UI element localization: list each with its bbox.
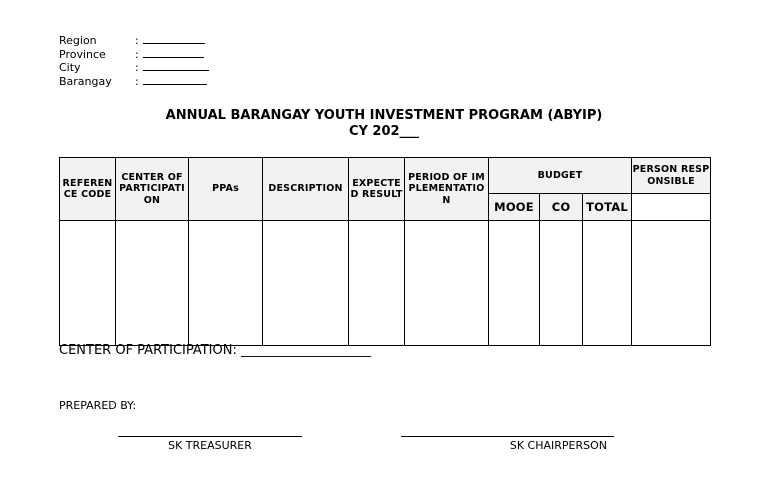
header-reference-code: REFERENCE CODE xyxy=(60,158,116,221)
description-cell[interactable] xyxy=(263,221,349,346)
ppas-cell[interactable] xyxy=(189,221,263,346)
header-ppas: PPAs xyxy=(189,158,263,221)
abyip-table xyxy=(59,157,711,346)
sk-treasurer-label: SK TREASURER xyxy=(168,439,252,452)
prepared-by-label: PREPARED BY: xyxy=(59,399,137,412)
province-field xyxy=(59,48,209,62)
region-label: Region xyxy=(59,34,97,47)
expected-result-cell[interactable] xyxy=(349,221,405,346)
header-co: CO xyxy=(540,194,583,221)
header-person-responsible-blank xyxy=(632,194,711,221)
sk-treasurer-signature xyxy=(118,436,302,452)
header-fields xyxy=(59,34,209,88)
center-of-participation-line: CENTER OF PARTICIPATION: ____________________ xyxy=(59,343,371,358)
chairperson-signature-line xyxy=(401,436,614,437)
region-colon: : xyxy=(135,34,139,47)
header-description: DESCRIPTION xyxy=(263,158,349,221)
header-total: TOTAL xyxy=(583,194,632,221)
header-mooe: MOOE xyxy=(489,194,540,221)
barangay-blank-line xyxy=(143,83,207,85)
center-of-participation-cell[interactable] xyxy=(116,221,189,346)
sk-chairperson-signature xyxy=(401,436,614,452)
mooe-cell[interactable] xyxy=(489,221,540,346)
province-label: Province xyxy=(59,47,106,61)
treasurer-signature-line xyxy=(118,436,302,437)
header-person-responsible: PERSON RESPONSIBLE xyxy=(632,158,711,194)
city-label: City xyxy=(59,61,81,74)
header-expected-result: EXPECTED RESULT xyxy=(349,158,405,221)
co-cell[interactable] xyxy=(540,221,583,346)
barangay-colon: : xyxy=(135,74,139,88)
region-blank-line xyxy=(143,42,205,44)
period-of-implementation-cell[interactable] xyxy=(405,221,489,346)
header-budget: BUDGET xyxy=(489,158,632,194)
total-cell[interactable] xyxy=(583,221,632,346)
reference-code-cell[interactable] xyxy=(60,221,116,346)
header-center-of-participation: CENTER OF PARTICIPATION xyxy=(116,158,189,221)
barangay-label: Barangay xyxy=(59,74,112,88)
region-field xyxy=(59,34,209,48)
header-period-of-implementation: PERIOD OF IMPLEMENTATION xyxy=(405,158,489,221)
city-colon: : xyxy=(135,61,139,74)
person-responsible-cell[interactable] xyxy=(632,221,711,346)
city-field xyxy=(59,61,209,75)
province-colon: : xyxy=(135,47,139,61)
document-subtitle: CY 202___ xyxy=(348,124,420,139)
city-blank-line xyxy=(143,69,209,71)
barangay-field xyxy=(59,75,209,89)
province-blank-line xyxy=(143,56,204,58)
sk-chairperson-label: SK CHAIRPERSON xyxy=(509,439,607,452)
document-title: ANNUAL BARANGAY YOUTH INVESTMENT PROGRAM (ABYIP) xyxy=(165,108,603,123)
